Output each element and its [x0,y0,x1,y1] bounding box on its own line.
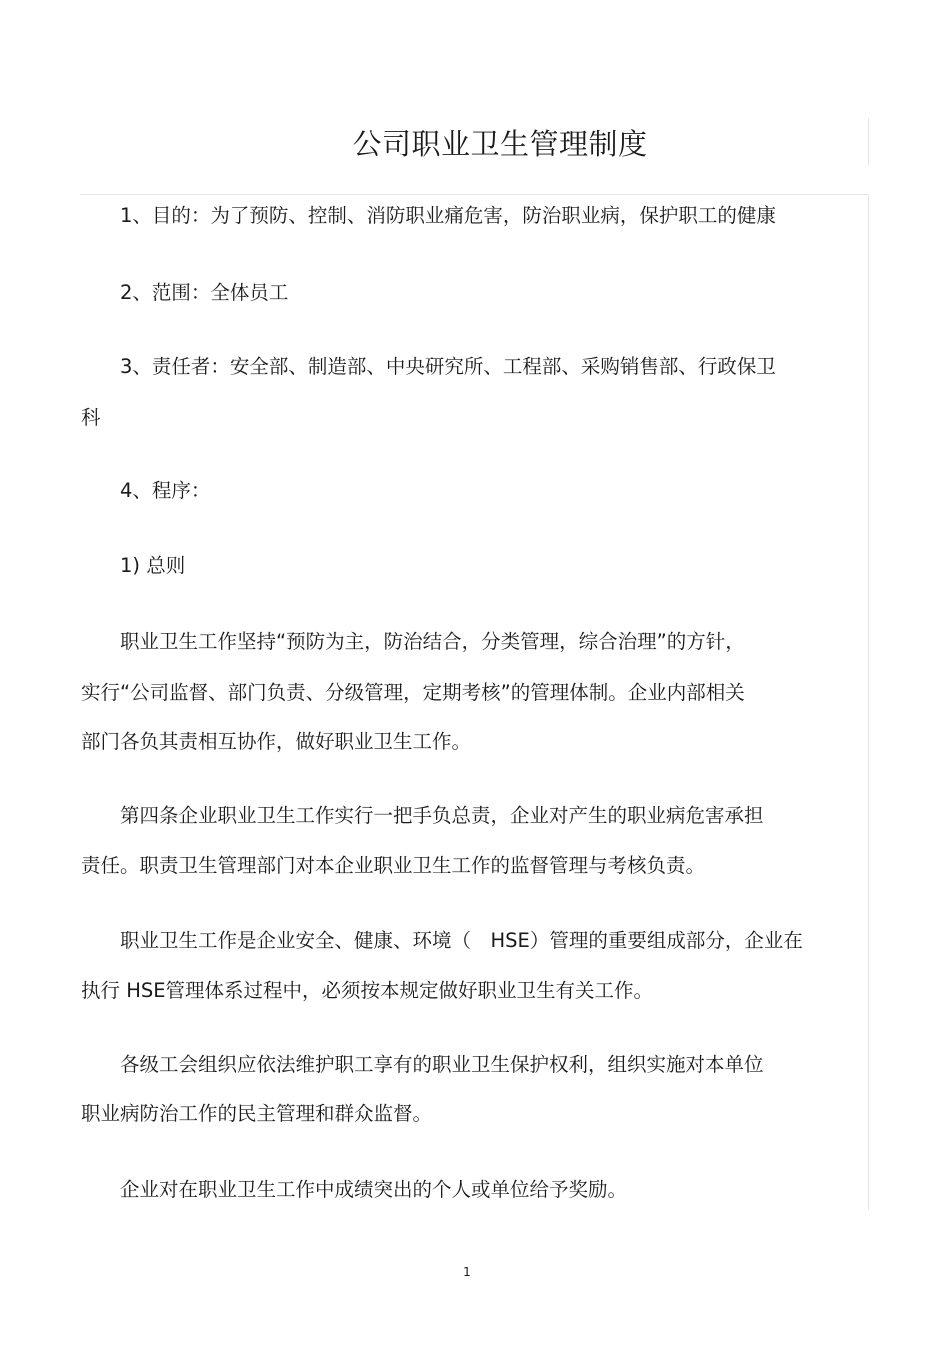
responsible-line: 3、责任者：安全部、制造部、中央研究所、工程部、采购销售部、行政保卫 [120,355,776,378]
document-title: 公司职业卫生管理制度 [352,127,648,161]
responsible-line-cont: 科 [81,406,101,429]
paragraph-article4-line2: 责任。职责卫生管理部门对本企业职业卫生工作的监督管理与考核负责。 [81,854,706,877]
procedure-heading: 4、程序： [120,479,211,502]
paragraph-union-line1: 各级工会组织应依法维护职工享有的职业卫生保护权利，组织实施对本单位 [120,1053,764,1076]
paragraph-policy-line2: 实行“公司监督、部门负责、分级管理，定期考核”的管理体制。企业内部相关 [81,681,745,704]
general-heading: 1) 总则 [120,554,186,577]
paragraph-hse-line1: 职业卫生工作是企业安全、健康、环境（ HSE）管理的重要组成部分，企业在 [120,929,803,952]
paragraph-policy-line3: 部门各负其责相互协作，做好职业卫生工作。 [81,730,472,753]
page-number: 1 [463,1265,471,1279]
paragraph-union-line2: 职业病防治工作的民主管理和群众监督。 [81,1102,433,1125]
purpose-line: 1、目的：为了预防、控制、消防职业痛危害，防治职业病，保护职工的健康 [120,204,776,227]
margin-rule-body [868,194,869,1210]
paragraph-article4-line1: 第四条企业职业卫生工作实行一把手负总责，企业对产生的职业病危害承担 [120,804,764,827]
paragraph-policy-line1: 职业卫生工作坚持“预防为主，防治结合，分类管理，综合治理”的方针， [120,630,745,653]
scope-line: 2、范围：全体员工 [120,281,289,304]
header-rule [80,194,869,195]
paragraph-reward: 企业对在职业卫生工作中成绩突出的个人或单位给予奖励。 [120,1178,628,1201]
paragraph-hse-line2: 执行 HSE管理体系过程中，必须按本规定做好职业卫生有关工作。 [81,979,654,1002]
